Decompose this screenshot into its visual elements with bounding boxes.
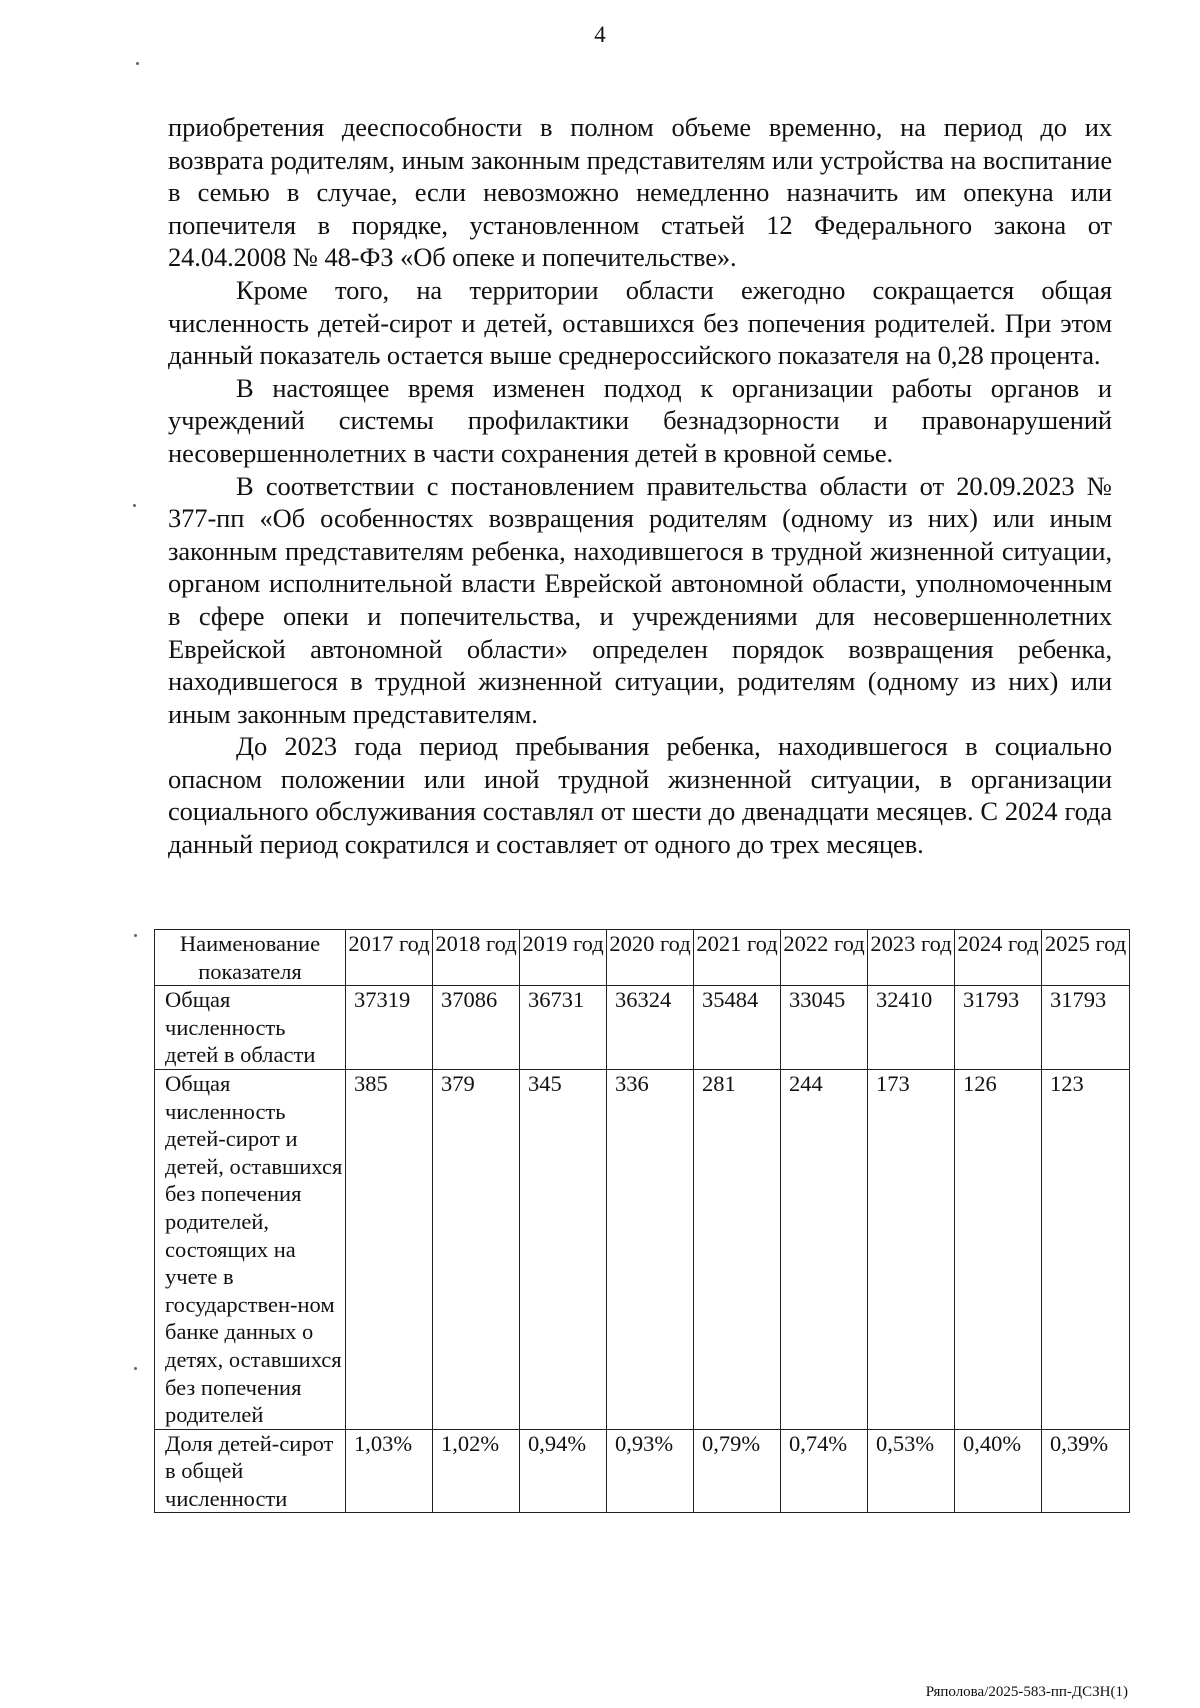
- header-year: 2017 год: [346, 930, 433, 986]
- table-row: [155, 1429, 1130, 1513]
- header-year: 2020 год: [607, 930, 694, 986]
- row-label: Общая численность детей-сирот и детей, оставшихся без попечения родителей, состоящих на учете в государствен-ном банке данных о детях, оставшихся без попечения родителей: [155, 1069, 346, 1429]
- table-cell: 0,93%: [607, 1429, 694, 1513]
- table-cell: 31793: [1042, 986, 1130, 1070]
- header-year: 2021 год: [694, 930, 781, 986]
- table-cell: 345: [520, 1069, 607, 1429]
- row-label: Доля детей-сирот в общей численности: [155, 1429, 346, 1513]
- table-cell: 281: [694, 1069, 781, 1429]
- table-row: [155, 986, 1130, 1070]
- table-cell: 0,39%: [1042, 1429, 1130, 1513]
- table-cell: 336: [607, 1069, 694, 1429]
- table-cell: 36324: [607, 986, 694, 1070]
- header-year: 2019 год: [520, 930, 607, 986]
- row-label: Общая численность детей в области: [155, 986, 346, 1070]
- table-cell: 1,03%: [346, 1429, 433, 1513]
- scan-artifact: [136, 62, 139, 65]
- table-cell: 1,02%: [433, 1429, 520, 1513]
- header-year: 2025 год: [1042, 930, 1130, 986]
- table-cell: 173: [868, 1069, 955, 1429]
- header-year: 2023 год: [868, 930, 955, 986]
- paragraph-1: приобретения дееспособности в полном объеме временно, на период до их возврата родителям, иным законным представителям или устройства на воспитание в семью в случае, если невозможно немедленно назначить им опекуна или попечителя в порядке, установленном статьей 12 Федерального закона от 24.04.2008 № 48-ФЗ «Об опеке и попечительстве».: [168, 112, 1112, 273]
- paragraph-2: Кроме того, на территории области ежегодно сокращается общая численность детей-сирот и детей, оставшихся без попечения родителей. При этом данный показатель остается выше среднероссийского показателя на 0,28 процента.: [168, 274, 1112, 371]
- paragraph-5: До 2023 года период пребывания ребенка, находившегося в социально опасном положении или иной трудной жизненной ситуации, в организации социального обслуживания составлял от шести до двенадцати месяцев. С 2024 года данный период сократился и составляет от одного до трех месяцев.: [168, 731, 1112, 860]
- scan-artifact: [134, 1367, 137, 1370]
- header-indicator-name: Наименование показателя: [155, 930, 346, 986]
- table-cell: 0,74%: [781, 1429, 868, 1513]
- header-year: 2022 год: [781, 930, 868, 986]
- scan-artifact: [134, 934, 137, 937]
- table-cell: 126: [955, 1069, 1042, 1429]
- table-cell: 0,53%: [868, 1429, 955, 1513]
- table-cell: 123: [1042, 1069, 1130, 1429]
- table-cell: 385: [346, 1069, 433, 1429]
- table-cell: 0,94%: [520, 1429, 607, 1513]
- table-cell: 31793: [955, 986, 1042, 1070]
- page-number: 4: [594, 22, 606, 47]
- table-cell: 37319: [346, 986, 433, 1070]
- indicators-table: [154, 929, 1130, 1513]
- header-year: 2018 год: [433, 930, 520, 986]
- table-cell: 37086: [433, 986, 520, 1070]
- paragraph-4: В соответствии с постановлением правительства области от 20.09.2023 № 377-пп «Об особенностях возвращения родителям (одному из них) или иным законным представителям ребенка, находившегося в трудной жизненной ситуации, органом исполнительной власти Еврейской автономной области, уполномоченным в сфере опеки и попечительства, и учреждениями для несовершеннолетних Еврейской автономной области» определен порядок возвращения ребенка, находившегося в трудной жизненной ситуации, родителям (одному из них) или иным законным представителям.: [168, 470, 1112, 729]
- table-cell: 379: [433, 1069, 520, 1429]
- table-cell: 35484: [694, 986, 781, 1070]
- body-text: [168, 111, 1112, 861]
- paragraph-3: В настоящее время изменен подход к организации работы органов и учреждений системы профилактики безнадзорности и правонарушений несовершеннолетних в части сохранения детей в кровной семье.: [168, 372, 1112, 468]
- scan-artifact: [133, 504, 136, 507]
- document-code: Ряполова/2025-583-пп-ДСЗН(1): [925, 1684, 1128, 1700]
- table-cell: 244: [781, 1069, 868, 1429]
- table-cell: 0,79%: [694, 1429, 781, 1513]
- table-row: [155, 1069, 1130, 1429]
- table-cell: 36731: [520, 986, 607, 1070]
- table-cell: 0,40%: [955, 1429, 1042, 1513]
- table-cell: 32410: [868, 986, 955, 1070]
- table-cell: 33045: [781, 986, 868, 1070]
- header-year: 2024 год: [955, 930, 1042, 986]
- table-header-row: [155, 930, 1130, 986]
